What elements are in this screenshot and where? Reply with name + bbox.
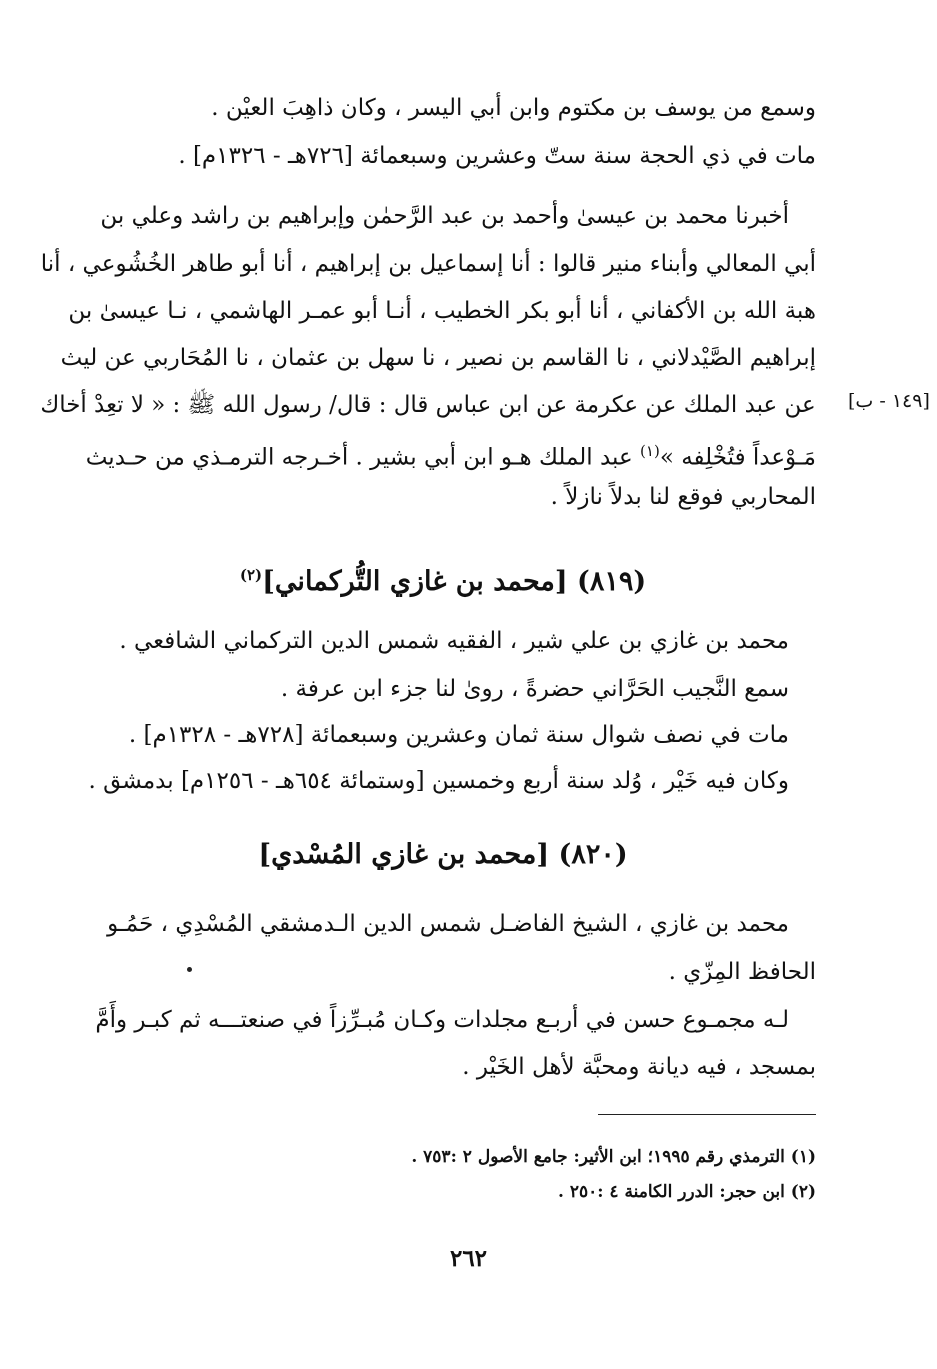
text-line: إبراهيم الصَّيْدلاني ، نا القاسم بن نصير ، نا سهل بن عثمان ، نا المُحَاربي عن ليث (60, 345, 816, 371)
text-line: أبي المعالي وأبناء منير قالوا : أنا إسماعيل بن إبراهيم ، أنا أبو طاهر الخُشُوعي ، أنا (40, 251, 816, 277)
text-line: محمد بن غازي ، الشيخ الفاضـل شمس الدين الـدمشقي المُسْدِي ، حَمُـو (107, 911, 789, 937)
text-continuation: عبد الملك هـو ابن أبي بشير . أخـرجه الترمـذي من حـديث (85, 444, 641, 471)
entry-title: (٨١٩) [محمد بن غازي التُّركماني] (262, 566, 647, 597)
print-speck (187, 967, 192, 972)
text-line: لـه مجمـوع حسن في أربـع مجلدات وكـان مُبـرِّزاً في صنعتـــه ثم كبـر وأَمَّ (95, 1007, 789, 1033)
footnote: (١) الترمذي رقم ١٩٩٥؛ ابن الأثير: جامع الأصول ٢ :٧٥٣ . (411, 1147, 816, 1167)
text-line: أخبرنا محمد بن عيسىٰ وأحمد بن عبد الرَّحمٰن وإبراهيم بن راشد وعلي بن (100, 203, 789, 229)
text-line (86, 434, 816, 475)
text-line: مات في ذي الحجة سنة ستّ وعشرين وسبعمائة [٧٢٦هـ - ١٣٢٦م] . (178, 143, 816, 169)
entry-heading (70, 555, 816, 602)
text-line: هبة الله بن الأكفاني ، أنا أبو بكر الخطيب ، أنـا أبو عمـر الهاشمي ، نـا عيسىٰ بن (68, 298, 816, 324)
text-line: مات في نصف شوال سنة ثمان وعشرين وسبعمائة [٧٢٨هـ - ١٣٢٨م] . (128, 722, 789, 748)
quote-end: مَـوْعداً فتُخْلِفه » (659, 444, 816, 471)
margin-folio-note: [١٤٩ - ب] (848, 390, 930, 412)
text-line: وسمع من يوسف بن مكتوم وابن أبي اليسر ، وكان ذاهِبَ العيْن . (211, 95, 816, 121)
page-number: ٢٦٢ (449, 1245, 488, 1272)
footnote: (٢) ابن حجر: الدرر الكامنة ٤ :٢٥٠ . (557, 1182, 816, 1202)
footnote-marker: (١) (640, 442, 660, 460)
footnote-rule (598, 1114, 816, 1115)
footnote-marker: (٢) (239, 566, 263, 584)
text-line: بمسجد ، فيه ديانة ومحبَّة لأهل الخَيْر . (462, 1054, 816, 1080)
text-line: محمد بن غازي بن علي شير ، الفقيه شمس الدين التركماني الشافعي . (119, 628, 789, 654)
text-line: وكان فيه خَيْر ، وُلد سنة أربع وخمسين [وستمائة ٦٥٤هـ - ١٢٥٦م] بدمشق . (88, 768, 789, 794)
text-line: المحاربي فوقع لنا بدلاً نازلاً . (550, 484, 816, 510)
text-line: عن عبد الملك عن عكرمة عن ابن عباس قال : قال/ رسول الله ﷺ : « لا تعِدْ أخاك (40, 392, 816, 418)
text-line: الحافظ المِزّي . (668, 959, 816, 985)
entry-heading: (٨٢٠) [محمد بن غازي المُسْدي] (258, 839, 628, 870)
text-line: سمع النَّجيب الحَرَّاني حضرةً ، روىٰ لنا جزء ابن عرفة . (280, 676, 789, 702)
